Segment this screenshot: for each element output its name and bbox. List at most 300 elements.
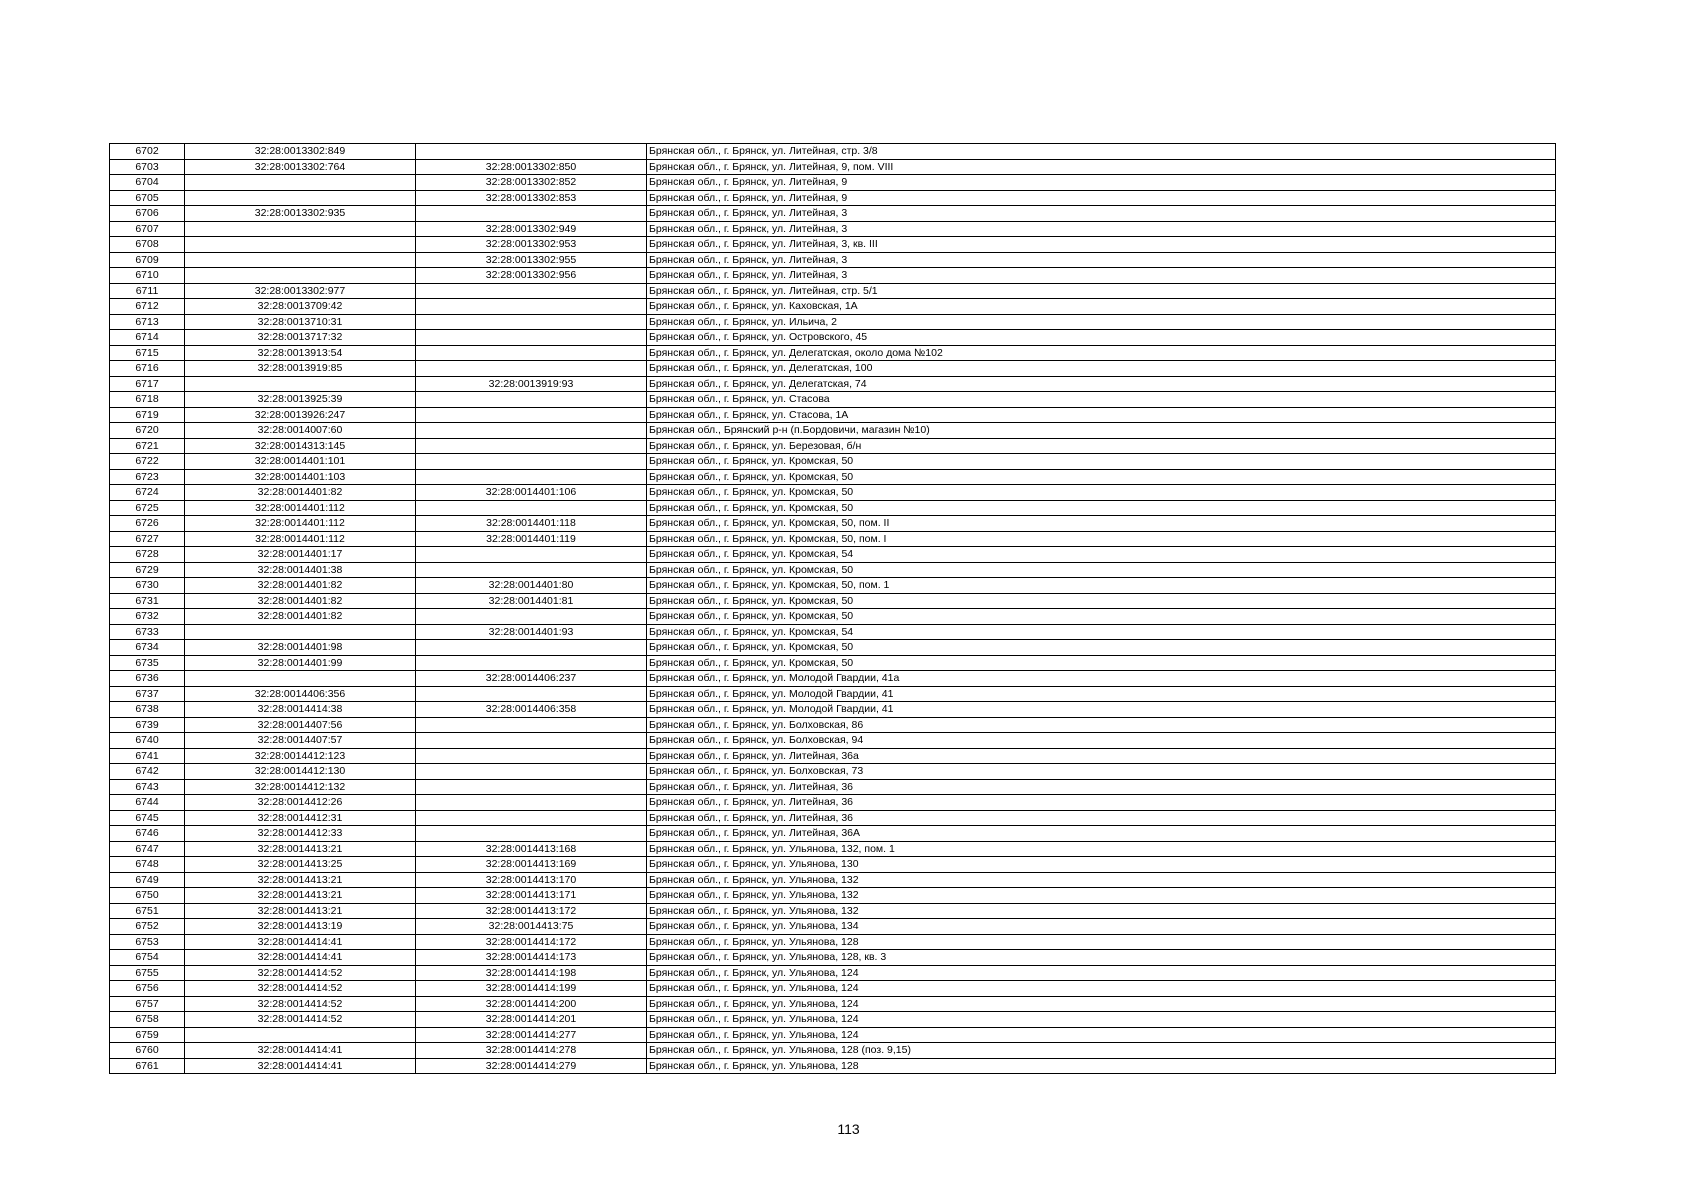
linked-cadastral-number-cell [416, 686, 647, 702]
table-row [110, 1027, 1556, 1043]
cadastral-number-cell: 32:28:0014413:19 [185, 919, 416, 935]
address-cell: Брянская обл., г. Брянск, ул. Кромская, 50 [647, 454, 1556, 470]
cadastral-number-cell: 32:28:0013302:764 [185, 159, 416, 175]
table-row [110, 268, 1556, 284]
table-row [110, 810, 1556, 826]
table-row [110, 206, 1556, 222]
cadastral-number-cell: 32:28:0014401:82 [185, 609, 416, 625]
row-number-cell: 6746 [110, 826, 185, 842]
address-cell: Брянская обл., г. Брянск, ул. Литейная, 36 [647, 779, 1556, 795]
table-row [110, 500, 1556, 516]
table-row [110, 950, 1556, 966]
cadastral-number-cell: 32:28:0014414:41 [185, 950, 416, 966]
linked-cadastral-number-cell: 32:28:0014414:172 [416, 934, 647, 950]
cadastral-number-cell: 32:28:0013302:935 [185, 206, 416, 222]
address-cell: Брянская обл., г. Брянск, ул. Ульянова, 128, кв. 3 [647, 950, 1556, 966]
address-cell: Брянская обл., г. Брянск, ул. Кромская, 54 [647, 624, 1556, 640]
row-number-cell: 6736 [110, 671, 185, 687]
cadastral-number-cell: 32:28:0014414:41 [185, 934, 416, 950]
cadastral-number-cell: 32:28:0014412:132 [185, 779, 416, 795]
cadastral-number-cell: 32:28:0013919:85 [185, 361, 416, 377]
cadastral-number-cell [185, 252, 416, 268]
linked-cadastral-number-cell [416, 438, 647, 454]
address-cell: Брянская обл., г. Брянск, ул. Молодой Гвардии, 41а [647, 671, 1556, 687]
cadastral-number-cell: 32:28:0014007:60 [185, 423, 416, 439]
cadastral-number-cell [185, 624, 416, 640]
cadastral-number-cell: 32:28:0014414:41 [185, 1043, 416, 1059]
cadastral-number-cell: 32:28:0014313:145 [185, 438, 416, 454]
table-row [110, 748, 1556, 764]
row-number-cell: 6760 [110, 1043, 185, 1059]
row-number-cell: 6731 [110, 593, 185, 609]
cadastral-number-cell: 32:28:0014401:112 [185, 500, 416, 516]
row-number-cell: 6728 [110, 547, 185, 563]
table-row [110, 407, 1556, 423]
row-number-cell: 6712 [110, 299, 185, 315]
row-number-cell: 6750 [110, 888, 185, 904]
row-number-cell: 6708 [110, 237, 185, 253]
row-number-cell: 6745 [110, 810, 185, 826]
cadastral-number-cell: 32:28:0013926:247 [185, 407, 416, 423]
linked-cadastral-number-cell: 32:28:0014413:75 [416, 919, 647, 935]
linked-cadastral-number-cell: 32:28:0013302:949 [416, 221, 647, 237]
row-number-cell: 6716 [110, 361, 185, 377]
linked-cadastral-number-cell [416, 469, 647, 485]
table-row [110, 283, 1556, 299]
linked-cadastral-number-cell [416, 640, 647, 656]
cadastral-number-cell: 32:28:0013302:977 [185, 283, 416, 299]
cadastral-number-cell: 32:28:0014414:41 [185, 1058, 416, 1074]
row-number-cell: 6702 [110, 144, 185, 160]
cadastral-number-cell: 32:28:0014401:112 [185, 531, 416, 547]
row-number-cell: 6732 [110, 609, 185, 625]
row-number-cell: 6758 [110, 1012, 185, 1028]
address-cell: Брянская обл., г. Брянск, ул. Островского, 45 [647, 330, 1556, 346]
linked-cadastral-number-cell: 32:28:0014414:278 [416, 1043, 647, 1059]
row-number-cell: 6710 [110, 268, 185, 284]
table-row [110, 485, 1556, 501]
row-number-cell: 6725 [110, 500, 185, 516]
linked-cadastral-number-cell [416, 547, 647, 563]
address-cell: Брянская обл., г. Брянск, ул. Стасова, 1А [647, 407, 1556, 423]
row-number-cell: 6709 [110, 252, 185, 268]
address-cell: Брянская обл., г. Брянск, ул. Ульянова, 128 (поз. 9,15) [647, 1043, 1556, 1059]
address-cell: Брянская обл., г. Брянск, ул. Ульянова, 134 [647, 919, 1556, 935]
table-row [110, 562, 1556, 578]
address-cell: Брянская обл., г. Брянск, ул. Кромская, 54 [647, 547, 1556, 563]
table-row [110, 221, 1556, 237]
row-number-cell: 6747 [110, 841, 185, 857]
table-row [110, 1058, 1556, 1074]
row-number-cell: 6733 [110, 624, 185, 640]
table-row [110, 826, 1556, 842]
cadastral-number-cell: 32:28:0014414:52 [185, 996, 416, 1012]
row-number-cell: 6727 [110, 531, 185, 547]
table-row [110, 345, 1556, 361]
linked-cadastral-number-cell: 32:28:0013302:850 [416, 159, 647, 175]
table-row [110, 919, 1556, 935]
row-number-cell: 6741 [110, 748, 185, 764]
row-number-cell: 6744 [110, 795, 185, 811]
row-number-cell: 6720 [110, 423, 185, 439]
address-cell: Брянская обл., г. Брянск, ул. Литейная, 36 [647, 795, 1556, 811]
linked-cadastral-number-cell [416, 500, 647, 516]
cadastral-number-cell: 32:28:0014413:21 [185, 872, 416, 888]
linked-cadastral-number-cell [416, 733, 647, 749]
address-cell: Брянская обл., г. Брянск, ул. Ульянова, 124 [647, 1027, 1556, 1043]
registry-table [109, 143, 1556, 1074]
address-cell: Брянская обл., г. Брянск, ул. Ульянова, 132 [647, 872, 1556, 888]
linked-cadastral-number-cell: 32:28:0013302:955 [416, 252, 647, 268]
row-number-cell: 6737 [110, 686, 185, 702]
table-row [110, 872, 1556, 888]
table-row [110, 531, 1556, 547]
table-row [110, 547, 1556, 563]
table-row [110, 578, 1556, 594]
table-row [110, 1043, 1556, 1059]
row-number-cell: 6752 [110, 919, 185, 935]
cadastral-number-cell: 32:28:0013717:32 [185, 330, 416, 346]
linked-cadastral-number-cell [416, 407, 647, 423]
linked-cadastral-number-cell [416, 795, 647, 811]
linked-cadastral-number-cell: 32:28:0014401:119 [416, 531, 647, 547]
address-cell: Брянская обл., г. Брянск, ул. Ульянова, 132, пом. 1 [647, 841, 1556, 857]
address-cell: Брянская обл., г. Брянск, ул. Кромская, 50 [647, 593, 1556, 609]
address-cell: Брянская обл., г. Брянск, ул. Делегатская, 100 [647, 361, 1556, 377]
linked-cadastral-number-cell: 32:28:0014413:172 [416, 903, 647, 919]
linked-cadastral-number-cell [416, 283, 647, 299]
address-cell: Брянская обл., г. Брянск, ул. Ульянова, 130 [647, 857, 1556, 873]
address-cell: Брянская обл., г. Брянск, ул. Молодой Гвардии, 41 [647, 702, 1556, 718]
table-row [110, 965, 1556, 981]
linked-cadastral-number-cell: 32:28:0014401:81 [416, 593, 647, 609]
row-number-cell: 6715 [110, 345, 185, 361]
cadastral-number-cell: 32:28:0014401:17 [185, 547, 416, 563]
row-number-cell: 6724 [110, 485, 185, 501]
linked-cadastral-number-cell: 32:28:0014414:277 [416, 1027, 647, 1043]
cadastral-number-cell: 32:28:0014413:21 [185, 888, 416, 904]
address-cell: Брянская обл., г. Брянск, ул. Ульянова, 132 [647, 888, 1556, 904]
row-number-cell: 6738 [110, 702, 185, 718]
row-number-cell: 6706 [110, 206, 185, 222]
cadastral-number-cell [185, 376, 416, 392]
address-cell: Брянская обл., г. Брянск, ул. Литейная, 3 [647, 268, 1556, 284]
table-row [110, 981, 1556, 997]
address-cell: Брянская обл., г. Брянск, ул. Кромская, 50 [647, 609, 1556, 625]
row-number-cell: 6735 [110, 655, 185, 671]
address-cell: Брянская обл., г. Брянск, ул. Кромская, 50, пом. I [647, 531, 1556, 547]
linked-cadastral-number-cell [416, 655, 647, 671]
table-row [110, 1012, 1556, 1028]
table-row [110, 376, 1556, 392]
table-row [110, 624, 1556, 640]
linked-cadastral-number-cell [416, 345, 647, 361]
linked-cadastral-number-cell: 32:28:0014406:237 [416, 671, 647, 687]
cadastral-number-cell: 32:28:0014413:25 [185, 857, 416, 873]
address-cell: Брянская обл., г. Брянск, ул. Литейная, 9 [647, 175, 1556, 191]
table-row [110, 423, 1556, 439]
linked-cadastral-number-cell [416, 330, 647, 346]
linked-cadastral-number-cell [416, 299, 647, 315]
row-number-cell: 6707 [110, 221, 185, 237]
address-cell: Брянская обл., г. Брянск, ул. Литейная, 9 [647, 190, 1556, 206]
linked-cadastral-number-cell: 32:28:0014401:80 [416, 578, 647, 594]
address-cell: Брянская обл., г. Брянск, ул. Ульянова, 124 [647, 965, 1556, 981]
address-cell: Брянская обл., г. Брянск, ул. Ульянова, 124 [647, 1012, 1556, 1028]
row-number-cell: 6723 [110, 469, 185, 485]
address-cell: Брянская обл., г. Брянск, ул. Болховская, 94 [647, 733, 1556, 749]
cadastral-number-cell [185, 221, 416, 237]
address-cell: Брянская обл., г. Брянск, ул. Литейная, 3 [647, 206, 1556, 222]
cadastral-number-cell: 32:28:0014407:57 [185, 733, 416, 749]
address-cell: Брянская обл., г. Брянск, ул. Литейная, 3, кв. III [647, 237, 1556, 253]
table-row [110, 733, 1556, 749]
row-number-cell: 6748 [110, 857, 185, 873]
table-row [110, 888, 1556, 904]
address-cell: Брянская обл., г. Брянск, ул. Кромская, 50, пом. II [647, 516, 1556, 532]
table-row [110, 237, 1556, 253]
row-number-cell: 6749 [110, 872, 185, 888]
linked-cadastral-number-cell: 32:28:0014413:168 [416, 841, 647, 857]
table-row [110, 392, 1556, 408]
address-cell: Брянская обл., г. Брянск, ул. Ульянова, 124 [647, 996, 1556, 1012]
address-cell: Брянская обл., г. Брянск, ул. Литейная, 36а [647, 748, 1556, 764]
table-row [110, 686, 1556, 702]
cadastral-number-cell [185, 268, 416, 284]
linked-cadastral-number-cell: 32:28:0013919:93 [416, 376, 647, 392]
row-number-cell: 6719 [110, 407, 185, 423]
table-row [110, 779, 1556, 795]
linked-cadastral-number-cell [416, 764, 647, 780]
linked-cadastral-number-cell: 32:28:0014414:279 [416, 1058, 647, 1074]
address-cell: Брянская обл., г. Брянск, ул. Кромская, 50 [647, 485, 1556, 501]
linked-cadastral-number-cell: 32:28:0014413:171 [416, 888, 647, 904]
linked-cadastral-number-cell: 32:28:0014413:169 [416, 857, 647, 873]
cadastral-number-cell: 32:28:0014414:52 [185, 1012, 416, 1028]
cadastral-number-cell: 32:28:0014406:356 [185, 686, 416, 702]
cadastral-number-cell: 32:28:0014401:101 [185, 454, 416, 470]
linked-cadastral-number-cell [416, 206, 647, 222]
row-number-cell: 6717 [110, 376, 185, 392]
row-number-cell: 6726 [110, 516, 185, 532]
address-cell: Брянская обл., г. Брянск, ул. Литейная, 9, пом. VIII [647, 159, 1556, 175]
address-cell: Брянская обл., г. Брянск, ул. Березовая, б/н [647, 438, 1556, 454]
table-row [110, 857, 1556, 873]
table-row [110, 314, 1556, 330]
address-cell: Брянская обл., г. Брянск, ул. Ульянова, 124 [647, 981, 1556, 997]
cadastral-number-cell: 32:28:0014401:98 [185, 640, 416, 656]
cadastral-number-cell: 32:28:0014412:26 [185, 795, 416, 811]
cadastral-number-cell: 32:28:0014413:21 [185, 903, 416, 919]
row-number-cell: 6739 [110, 717, 185, 733]
table-row [110, 671, 1556, 687]
address-cell: Брянская обл., г. Брянск, ул. Кромская, 50 [647, 655, 1556, 671]
table-row [110, 469, 1556, 485]
linked-cadastral-number-cell [416, 562, 647, 578]
cadastral-number-cell: 32:28:0014413:21 [185, 841, 416, 857]
address-cell: Брянская обл., г. Брянск, ул. Литейная, 3 [647, 252, 1556, 268]
linked-cadastral-number-cell [416, 810, 647, 826]
cadastral-number-cell: 32:28:0014412:31 [185, 810, 416, 826]
linked-cadastral-number-cell: 32:28:0014414:200 [416, 996, 647, 1012]
row-number-cell: 6756 [110, 981, 185, 997]
address-cell: Брянская обл., г. Брянск, ул. Ульянова, 132 [647, 903, 1556, 919]
linked-cadastral-number-cell: 32:28:0013302:953 [416, 237, 647, 253]
cadastral-number-cell: 32:28:0014414:38 [185, 702, 416, 718]
linked-cadastral-number-cell [416, 779, 647, 795]
address-cell: Брянская обл., г. Брянск, ул. Делегатская, около дома №102 [647, 345, 1556, 361]
linked-cadastral-number-cell: 32:28:0014401:118 [416, 516, 647, 532]
row-number-cell: 6713 [110, 314, 185, 330]
cadastral-number-cell: 32:28:0014401:103 [185, 469, 416, 485]
table-row [110, 144, 1556, 160]
address-cell: Брянская обл., г. Брянск, ул. Делегатская, 74 [647, 376, 1556, 392]
linked-cadastral-number-cell: 32:28:0013302:956 [416, 268, 647, 284]
address-cell: Брянская обл., г. Брянск, ул. Ульянова, 128 [647, 1058, 1556, 1074]
linked-cadastral-number-cell [416, 361, 647, 377]
address-cell: Брянская обл., г. Брянск, ул. Литейная, 3 [647, 221, 1556, 237]
row-number-cell: 6711 [110, 283, 185, 299]
row-number-cell: 6754 [110, 950, 185, 966]
table-row [110, 361, 1556, 377]
address-cell: Брянская обл., г. Брянск, ул. Литейная, стр. 5/1 [647, 283, 1556, 299]
table-row [110, 175, 1556, 191]
linked-cadastral-number-cell [416, 423, 647, 439]
row-number-cell: 6734 [110, 640, 185, 656]
row-number-cell: 6743 [110, 779, 185, 795]
table-row [110, 190, 1556, 206]
address-cell: Брянская обл., Брянский р-н (п.Бордовичи, магазин №10) [647, 423, 1556, 439]
cadastral-number-cell: 32:28:0013710:31 [185, 314, 416, 330]
address-cell: Брянская обл., г. Брянск, ул. Литейная, стр. 3/8 [647, 144, 1556, 160]
row-number-cell: 6759 [110, 1027, 185, 1043]
linked-cadastral-number-cell [416, 392, 647, 408]
row-number-cell: 6703 [110, 159, 185, 175]
cadastral-number-cell: 32:28:0014407:56 [185, 717, 416, 733]
table-row [110, 903, 1556, 919]
row-number-cell: 6730 [110, 578, 185, 594]
table-row [110, 934, 1556, 950]
cadastral-number-cell: 32:28:0013913:54 [185, 345, 416, 361]
linked-cadastral-number-cell [416, 454, 647, 470]
address-cell: Брянская обл., г. Брянск, ул. Кромская, 50 [647, 640, 1556, 656]
table-row [110, 795, 1556, 811]
linked-cadastral-number-cell: 32:28:0014413:170 [416, 872, 647, 888]
cadastral-number-cell: 32:28:0014412:123 [185, 748, 416, 764]
page-number: 113 [837, 1121, 860, 1137]
linked-cadastral-number-cell: 32:28:0013302:853 [416, 190, 647, 206]
table-row [110, 996, 1556, 1012]
address-cell: Брянская обл., г. Брянск, ул. Ульянова, 128 [647, 934, 1556, 950]
linked-cadastral-number-cell [416, 826, 647, 842]
cadastral-number-cell: 32:28:0014401:82 [185, 485, 416, 501]
table-row [110, 330, 1556, 346]
table-row [110, 702, 1556, 718]
row-number-cell: 6722 [110, 454, 185, 470]
row-number-cell: 6705 [110, 190, 185, 206]
cadastral-number-cell: 32:28:0014414:52 [185, 981, 416, 997]
cadastral-number-cell: 32:28:0014401:99 [185, 655, 416, 671]
linked-cadastral-number-cell [416, 144, 647, 160]
cadastral-number-cell [185, 1027, 416, 1043]
linked-cadastral-number-cell: 32:28:0014414:199 [416, 981, 647, 997]
linked-cadastral-number-cell: 32:28:0014414:173 [416, 950, 647, 966]
linked-cadastral-number-cell [416, 748, 647, 764]
row-number-cell: 6704 [110, 175, 185, 191]
row-number-cell: 6718 [110, 392, 185, 408]
linked-cadastral-number-cell: 32:28:0014414:198 [416, 965, 647, 981]
address-cell: Брянская обл., г. Брянск, ул. Кромская, 50, пом. 1 [647, 578, 1556, 594]
address-cell: Брянская обл., г. Брянск, ул. Молодой Гвардии, 41 [647, 686, 1556, 702]
address-cell: Брянская обл., г. Брянск, ул. Каховская, 1А [647, 299, 1556, 315]
row-number-cell: 6753 [110, 934, 185, 950]
address-cell: Брянская обл., г. Брянск, ул. Кромская, 50 [647, 562, 1556, 578]
linked-cadastral-number-cell: 32:28:0014406:358 [416, 702, 647, 718]
table-row [110, 252, 1556, 268]
address-cell: Брянская обл., г. Брянск, ул. Стасова [647, 392, 1556, 408]
table-row [110, 516, 1556, 532]
table-row [110, 841, 1556, 857]
cadastral-number-cell: 32:28:0013925:39 [185, 392, 416, 408]
address-cell: Брянская обл., г. Брянск, ул. Литейная, 36 [647, 810, 1556, 826]
cadastral-number-cell: 32:28:0013302:849 [185, 144, 416, 160]
row-number-cell: 6751 [110, 903, 185, 919]
linked-cadastral-number-cell: 32:28:0014414:201 [416, 1012, 647, 1028]
row-number-cell: 6740 [110, 733, 185, 749]
row-number-cell: 6761 [110, 1058, 185, 1074]
linked-cadastral-number-cell: 32:28:0013302:852 [416, 175, 647, 191]
row-number-cell: 6757 [110, 996, 185, 1012]
cadastral-number-cell: 32:28:0014401:82 [185, 593, 416, 609]
table-row [110, 159, 1556, 175]
address-cell: Брянская обл., г. Брянск, ул. Литейная, 36А [647, 826, 1556, 842]
linked-cadastral-number-cell [416, 609, 647, 625]
cadastral-number-cell: 32:28:0014412:33 [185, 826, 416, 842]
cadastral-number-cell [185, 671, 416, 687]
table-row [110, 454, 1556, 470]
address-cell: Брянская обл., г. Брянск, ул. Кромская, 50 [647, 469, 1556, 485]
address-cell: Брянская обл., г. Брянск, ул. Болховская, 73 [647, 764, 1556, 780]
linked-cadastral-number-cell [416, 314, 647, 330]
address-cell: Брянская обл., г. Брянск, ул. Ильича, 2 [647, 314, 1556, 330]
address-cell: Брянская обл., г. Брянск, ул. Болховская, 86 [647, 717, 1556, 733]
table-row [110, 655, 1556, 671]
cadastral-number-cell: 32:28:0014412:130 [185, 764, 416, 780]
row-number-cell: 6714 [110, 330, 185, 346]
cadastral-number-cell: 32:28:0014414:52 [185, 965, 416, 981]
row-number-cell: 6755 [110, 965, 185, 981]
table-row [110, 764, 1556, 780]
cadastral-number-cell: 32:28:0014401:38 [185, 562, 416, 578]
table-row [110, 717, 1556, 733]
cadastral-number-cell: 32:28:0013709:42 [185, 299, 416, 315]
table-row [110, 593, 1556, 609]
cadastral-number-cell [185, 190, 416, 206]
linked-cadastral-number-cell: 32:28:0014401:93 [416, 624, 647, 640]
row-number-cell: 6742 [110, 764, 185, 780]
row-number-cell: 6729 [110, 562, 185, 578]
table-row [110, 299, 1556, 315]
cadastral-number-cell: 32:28:0014401:82 [185, 578, 416, 594]
row-number-cell: 6721 [110, 438, 185, 454]
registry-table-body [110, 144, 1556, 1074]
cadastral-number-cell [185, 237, 416, 253]
cadastral-number-cell [185, 175, 416, 191]
cadastral-number-cell: 32:28:0014401:112 [185, 516, 416, 532]
linked-cadastral-number-cell: 32:28:0014401:106 [416, 485, 647, 501]
table-row [110, 609, 1556, 625]
linked-cadastral-number-cell [416, 717, 647, 733]
